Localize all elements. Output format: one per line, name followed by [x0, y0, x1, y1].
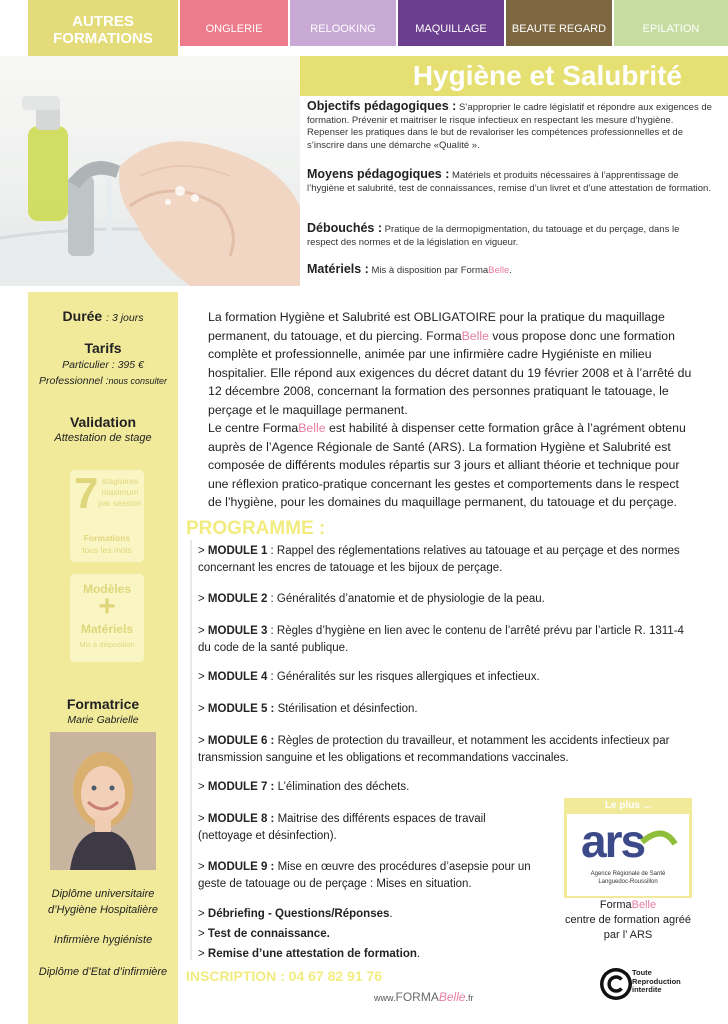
- stagiaires-number: 7: [74, 469, 99, 518]
- tab-label: ONGLERIE: [205, 23, 263, 35]
- professionnel-value: nous consulter: [108, 376, 167, 386]
- tab-onglerie[interactable]: [180, 0, 288, 46]
- module-text: Maitrise des différents espaces de travail (nettoyage et désinfection).: [198, 813, 486, 842]
- module-text: Mise en œuvre des procédures d’asepsie pour un geste de tatouage ou de perçage : Mises en situation.: [198, 861, 531, 890]
- ars-caption: [560, 898, 696, 943]
- tab-beaute-regard[interactable]: [506, 0, 612, 46]
- intro-p2a: Le centre Forma: [208, 421, 299, 435]
- moyens-text: Matériels et produits nécessaires à l’apprentissage de l’hygiène et salubrité, test de connaissances, remise d’un livret et d’une attestation de formation.: [307, 170, 711, 194]
- modeles-box: [70, 574, 144, 662]
- copyright-text: [632, 969, 694, 995]
- materiels-label: Matériels :: [307, 262, 369, 276]
- extra-end: .: [416, 948, 421, 960]
- ars-sub2: Languedoc-Roussillon: [598, 879, 658, 885]
- intro-p2b: est habilité à dispenser cette formation grâce à l’agrément obtenu auprès de l’Agence Régionale de Santé (ARS). La formation Hygiène et Salubrité est composée de différents modules répartis sur 3 jours et alliant théorie et technique pour une réflexion pratico-pratique concernant les gestes et comportements dans le respect de l’hygiène, pour les domaines du maquillage permanent, du tatouage et du perçage.: [208, 421, 686, 509]
- brand-belle: Belle: [298, 421, 326, 435]
- module-text: : Généralités d’anatomie et de physiologie de la peau.: [267, 593, 545, 605]
- module-label: MODULE 5 :: [207, 703, 275, 715]
- debouches-block: [307, 222, 712, 249]
- tarif-particulier: Particulier : 395 €: [62, 359, 144, 371]
- materiels-end: .: [509, 265, 512, 276]
- stagiaires-l2: maximum: [101, 487, 139, 497]
- programme-divider: [190, 540, 192, 960]
- tab-label: BEAUTE REGARD: [511, 23, 607, 35]
- module-8: > MODULE 8 : Maitrise des différents espaces de travail (nettoyage et désinfection).: [198, 813, 486, 842]
- brand-belle: Belle: [488, 265, 510, 276]
- tab-relooking[interactable]: [290, 0, 396, 46]
- extra-label: Débriefing - Questions/Réponses: [207, 908, 390, 920]
- module-5: > MODULE 5 : Stérilisation et désinfection.: [198, 703, 418, 715]
- copyright-icon: [598, 966, 634, 1002]
- debriefing: > Débriefing - Questions/Réponses.: [198, 908, 393, 920]
- validation-label: Validation: [69, 414, 137, 430]
- inscription-phone[interactable]: INSCRIPTION : 04 67 82 91 76: [186, 968, 383, 984]
- intro-p1a: La formation Hygiène et Salubrité est OBLIGATOIRE pour la pratique du maquillage permanent, du tatouage, et du piercing. Forma: [208, 310, 665, 343]
- tab-label: EPILATION: [642, 23, 700, 35]
- tab-epilation[interactable]: [614, 0, 728, 46]
- module-label: MODULE 4: [207, 671, 268, 683]
- ars-logo: [567, 814, 689, 896]
- ars-wordmark: ars: [581, 815, 645, 867]
- brand-belle: Belle: [461, 328, 489, 343]
- dispo-text: Mis à disposition: [79, 640, 135, 649]
- debouches-text: Pratique de la dermopigmentation, du tatouage et du perçage, dans le respect des normes et de la législation en vigueur.: [307, 224, 680, 248]
- module-9: > MODULE 9 : Mise en œuvre des procédures d’asepsie pour un geste de tatouage ou de perçage : Mises en situation.: [198, 861, 531, 890]
- tab-label: MAQUILLAGE: [415, 23, 487, 35]
- hand-washing-photo: [0, 56, 300, 286]
- copy-l3: interdite: [632, 985, 662, 994]
- page-title: Hygiène et Salubrité: [412, 60, 682, 91]
- ars-subtitle: [573, 870, 683, 886]
- le-plus-title: Le plus ...: [604, 800, 652, 811]
- site-belle: Belle: [438, 990, 466, 1004]
- brand-belle: Belle: [631, 899, 657, 911]
- module-3: > MODULE 3 : Règles d’hygiène en lien avec le contenu de l’arrêté prévu par l’article R. 1311-4 du code de la santé publique.: [198, 625, 684, 654]
- module-text: : Généralités sur les risques allergiques et infectieux.: [267, 671, 540, 683]
- plus-icon: +: [98, 590, 116, 623]
- module-6: > MODULE 6 : Règles de protection du travailleur, et notamment les accidents infectieux par transmission sanguine et les obligations et recommandations vaccinales.: [198, 735, 670, 764]
- formatrice-label: Formatrice: [66, 696, 140, 712]
- validation-value: Attestation de stage: [54, 432, 152, 444]
- test-connaissance: > Test de connaissance.: [198, 928, 330, 940]
- tab-maquillage[interactable]: [398, 0, 504, 46]
- diplome-universitaire: Diplôme universitaire d’Hygiène Hospitalière: [47, 888, 159, 916]
- module-2: > MODULE 2 : Généralités d’anatomie et de physiologie de la peau.: [198, 593, 545, 605]
- title-banner: [300, 56, 728, 96]
- module-label: MODULE 9 :: [207, 861, 275, 873]
- formatrice-photo: [50, 732, 156, 870]
- module-label: MODULE 1: [207, 545, 268, 557]
- module-1: > MODULE 1 : Rappel des réglementations relatives au tatouage et au perçage et des normes concernant les encres de tatouage et les bijoux de perçage.: [198, 545, 680, 574]
- intro-text: [208, 308, 696, 512]
- moyens-block: [307, 168, 712, 195]
- extra-end: .: [389, 908, 393, 920]
- infirmiere-hygieniste: Infirmière hygiéniste: [53, 934, 153, 946]
- materiels-block: [307, 263, 712, 278]
- debouches-label: Débouchés :: [307, 221, 383, 235]
- site-forma: FORMA: [395, 990, 439, 1004]
- stagiaires-l1: stagiaires: [101, 476, 139, 486]
- site-fr: .fr: [465, 993, 474, 1003]
- formations-l1: Formations: [83, 533, 131, 543]
- objectifs-label: Objectifs pédagogiques :: [307, 99, 457, 113]
- tab-label: RELOOKING: [310, 23, 376, 35]
- module-text: L’élimination des déchets.: [274, 781, 410, 793]
- extra-label: Test de connaissance.: [207, 928, 330, 940]
- diplome-etat: Diplôme d’Etat d’infirmière: [38, 966, 168, 978]
- module-label: MODULE 2: [207, 593, 268, 605]
- modeles-text: Modèles: [82, 582, 131, 596]
- le-plus-box: [564, 798, 692, 898]
- module-7: > MODULE 7 : L’élimination des déchets.: [198, 781, 410, 793]
- tarifs-label: Tarifs: [84, 340, 122, 356]
- autres-formations-tab[interactable]: AUTRES FORMATIONS: [28, 0, 178, 56]
- formations-text: [70, 532, 144, 556]
- caption-forma: Forma: [599, 899, 632, 911]
- module-label: MODULE 8 :: [207, 813, 275, 825]
- objectifs-block: [307, 100, 712, 152]
- copyright-notice: [598, 966, 681, 1007]
- module-text: Stérilisation et désinfection.: [274, 703, 418, 715]
- materiels-text: Mis à disposition par Forma: [371, 265, 489, 276]
- remise-attestation: > Remise d’une attestation de formation.: [198, 948, 421, 960]
- copy-l1: Toute: [632, 968, 652, 977]
- objectifs-text: S’approprier le cadre législatif et répondre aux exigences de formation. Prévenir et maitriser le risque infectieux en respectant les mesure d’hygiène. Repenser les pratiques dans le but de revaloriser les compétences professionnelles et de s’inscrire dans une démarche «Qualité ».: [307, 102, 712, 151]
- formatrice-name: Marie Gabrielle: [67, 714, 139, 726]
- website-link[interactable]: [374, 990, 474, 1004]
- intro-p1b: vous propose donc une formation complète et professionnelle, animée par une infirmière cadre Hygiéniste en milieu hospitalier. Elle répond aux exigences du décret datant du 19 février 2008 et à l’arrêté du 12 décembre 2008, concernant la formation des personnes pratiquant le tatouage, le perçage et le maquillage permanent.: [208, 328, 692, 417]
- programme-heading: PROGRAMME :: [186, 518, 326, 539]
- duree-row: [28, 308, 178, 324]
- materiels-box-text: Matériels: [80, 622, 134, 636]
- stagiaires-l3: par session: [98, 498, 142, 508]
- extra-label: Remise d’une attestation de formation: [207, 948, 417, 960]
- stagiaires-text: [96, 476, 144, 509]
- sidebar: [28, 292, 178, 1024]
- module-text: : Rappel des réglementations relatives au tatouage et au perçage et des normes concernant les encres de tatouage et les bijoux de perçage.: [198, 545, 680, 574]
- professionnel-label: Professionnel :: [38, 375, 109, 387]
- stagiaires-box: [70, 470, 144, 562]
- duree-label: Durée: [62, 308, 103, 324]
- module-4: > MODULE 4 : Généralités sur les risques allergiques et infectieux.: [198, 671, 540, 683]
- module-text: Règles de protection du travailleur, et notamment les accidents infectieux par transmission sanguine et les obligations et recommandations vaccinales.: [198, 735, 670, 764]
- site-www: www.: [374, 993, 396, 1003]
- tarif-professionnel: [28, 375, 178, 387]
- moyens-label: Moyens pédagogiques :: [307, 167, 450, 181]
- duree-value: : 3 jours: [106, 312, 144, 324]
- module-label: MODULE 3: [207, 625, 268, 637]
- caption-text: centre de formation agréé par l’ ARS: [565, 914, 691, 941]
- hand-washing-illustration: [0, 56, 300, 286]
- formatrice-portrait: [50, 732, 156, 870]
- copy-l2: Reproduction: [632, 976, 681, 986]
- module-label: MODULE 6 :: [207, 735, 275, 747]
- module-text: : Règles d’hygiène en lien avec le contenu de l’arrêté prévu par l’article R. 1311-4 du code de la santé publique.: [198, 625, 684, 654]
- module-label: MODULE 7 :: [207, 781, 275, 793]
- formations-l2: tous les mois: [82, 545, 132, 555]
- ars-sub1: Agence Régionale de Santé: [590, 871, 666, 877]
